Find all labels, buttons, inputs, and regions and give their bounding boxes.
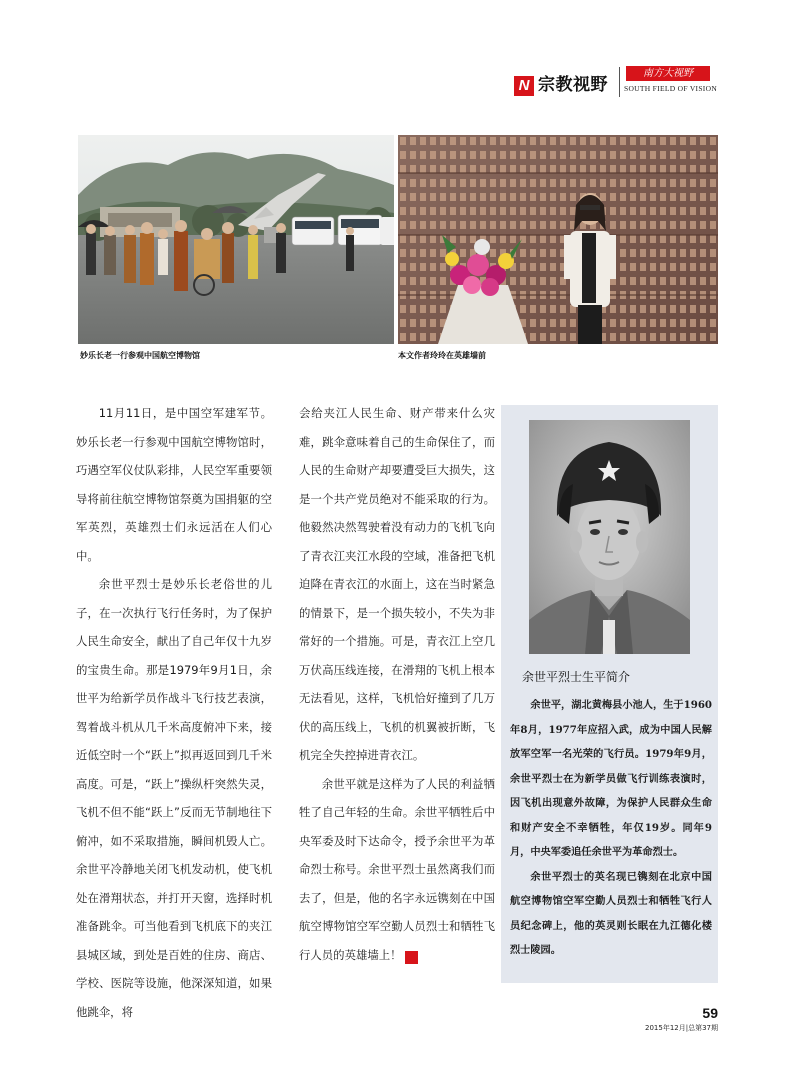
museum-visit-photo xyxy=(78,135,394,344)
brand-name: 南方大视野 xyxy=(626,66,710,81)
article-paragraph-3-wrap xyxy=(299,770,495,970)
sidebar-title: 余世平烈士生平简介 xyxy=(522,670,631,684)
hero-wall-illustration xyxy=(398,135,718,344)
left-photo-caption: 妙乐长老一行参观中国航空博物馆 xyxy=(80,351,200,360)
magazine-logo-icon: N xyxy=(514,76,534,96)
brand-subtitle: SOUTH FIELD OF VISION xyxy=(624,84,718,93)
article-paragraph-2-continued: 会给夹江人民生命、财产带来什么灾难，跳伞意味着自己的生命保住了，而人民的生命财产却要遭受巨大损失，这是一个共产党员绝对不能采取的行为。他毅然决然驾驶着没有动力的飞机飞向了青衣江夹江水段的空域，准备把飞机迫降在青衣江的水面上，这在当时紧急的情景下，是一个损失较小，不失为非常好的一个措施。可是，青衣江上空几万伏高压线连接，在滑翔的飞机上根本无法看见，这样，飞机恰好撞到了几万伏的高压线上，飞机的机翼被折断，飞机完全失控掉进青衣江。 xyxy=(299,406,495,762)
article-paragraph-2: 余世平烈士是妙乐长老俗世的儿子，在一次执行飞行任务时，为了保护人民生命安全，献出了自己年仅十九岁的宝贵生命。那是1979年9月1日，余世平为给新学员作战斗飞行技艺表演，驾着战斗机从几千米高度俯冲下来，接近低空时一个“跃上”拟再返回到几千米高度。可是，“跃上”操纵杆突然失灵，飞机不但不能“跃上”反而无节制地往下俯冲，如不采取措施，瞬间机毁人亡。余世平冷静地关闭飞机发动机，使飞机处在滑翔状态，并打开天窗，选择时机准备跳伞。可当他看到飞机底下的夹江县城区域，到处是百姓的住房、商店、学校、医院等设施，他深深知道，如果他跳伞，将 xyxy=(76,577,272,1019)
portrait-photo xyxy=(529,420,690,654)
hero-wall-photo xyxy=(398,135,718,344)
portrait-illustration xyxy=(529,420,690,654)
end-mark-icon: N xyxy=(405,951,418,964)
article-column-1 xyxy=(76,399,272,1026)
sidebar-body xyxy=(510,693,712,963)
issue-info: 2015年12月|总第37期 xyxy=(645,1024,718,1032)
column-title: 宗教视野 xyxy=(538,75,608,95)
article-column-2 xyxy=(299,399,495,969)
right-photo-caption: 本文作者玲玲在英雄墙前 xyxy=(398,351,486,360)
museum-visit-illustration xyxy=(78,135,394,344)
page-number: 59 xyxy=(702,1005,718,1021)
sidebar-paragraph-1: 余世平，湖北黄梅县小池人，生于1960年8月，1977年应招入武，成为中国人民解放军空军一名光荣的飞行员。1979年9月，余世平烈士在为新学员做飞行训练表演时，因飞机出现意外故障，为保护人民群众生命和财产安全不幸牺牲，年仅19岁。同年9月，中央军委追任余世平为革命烈士。 xyxy=(510,699,712,858)
article-paragraph-3: 余世平就是这样为了人民的利益牺牲了自己年轻的生命。余世平牺牲后中央军委及时下达命令，授予余世平为革命烈士称号。余世平烈士虽然离我们而去了，但是，他的名字永远镌刻在中国航空博物馆空军空勤人员烈士和牺牲飞行人员的英雄墙上！ xyxy=(299,776,495,962)
sidebar-paragraph-2: 余世平烈士的英名现已镌刻在北京中国航空博物馆空军空勤人员烈士和牺牲飞行人员纪念碑上，他的英灵则长眠在九江德化楼烈士陵园。 xyxy=(510,870,712,956)
article-paragraph-1: 11月11日，是中国空军建军节。妙乐长老一行参观中国航空博物馆时，巧遇空军仪仗队彩排，人民空军重要领导将前往航空博物馆祭奠为国捐躯的空军英烈，英雄烈士们永远活在人们心中。 xyxy=(76,406,272,563)
